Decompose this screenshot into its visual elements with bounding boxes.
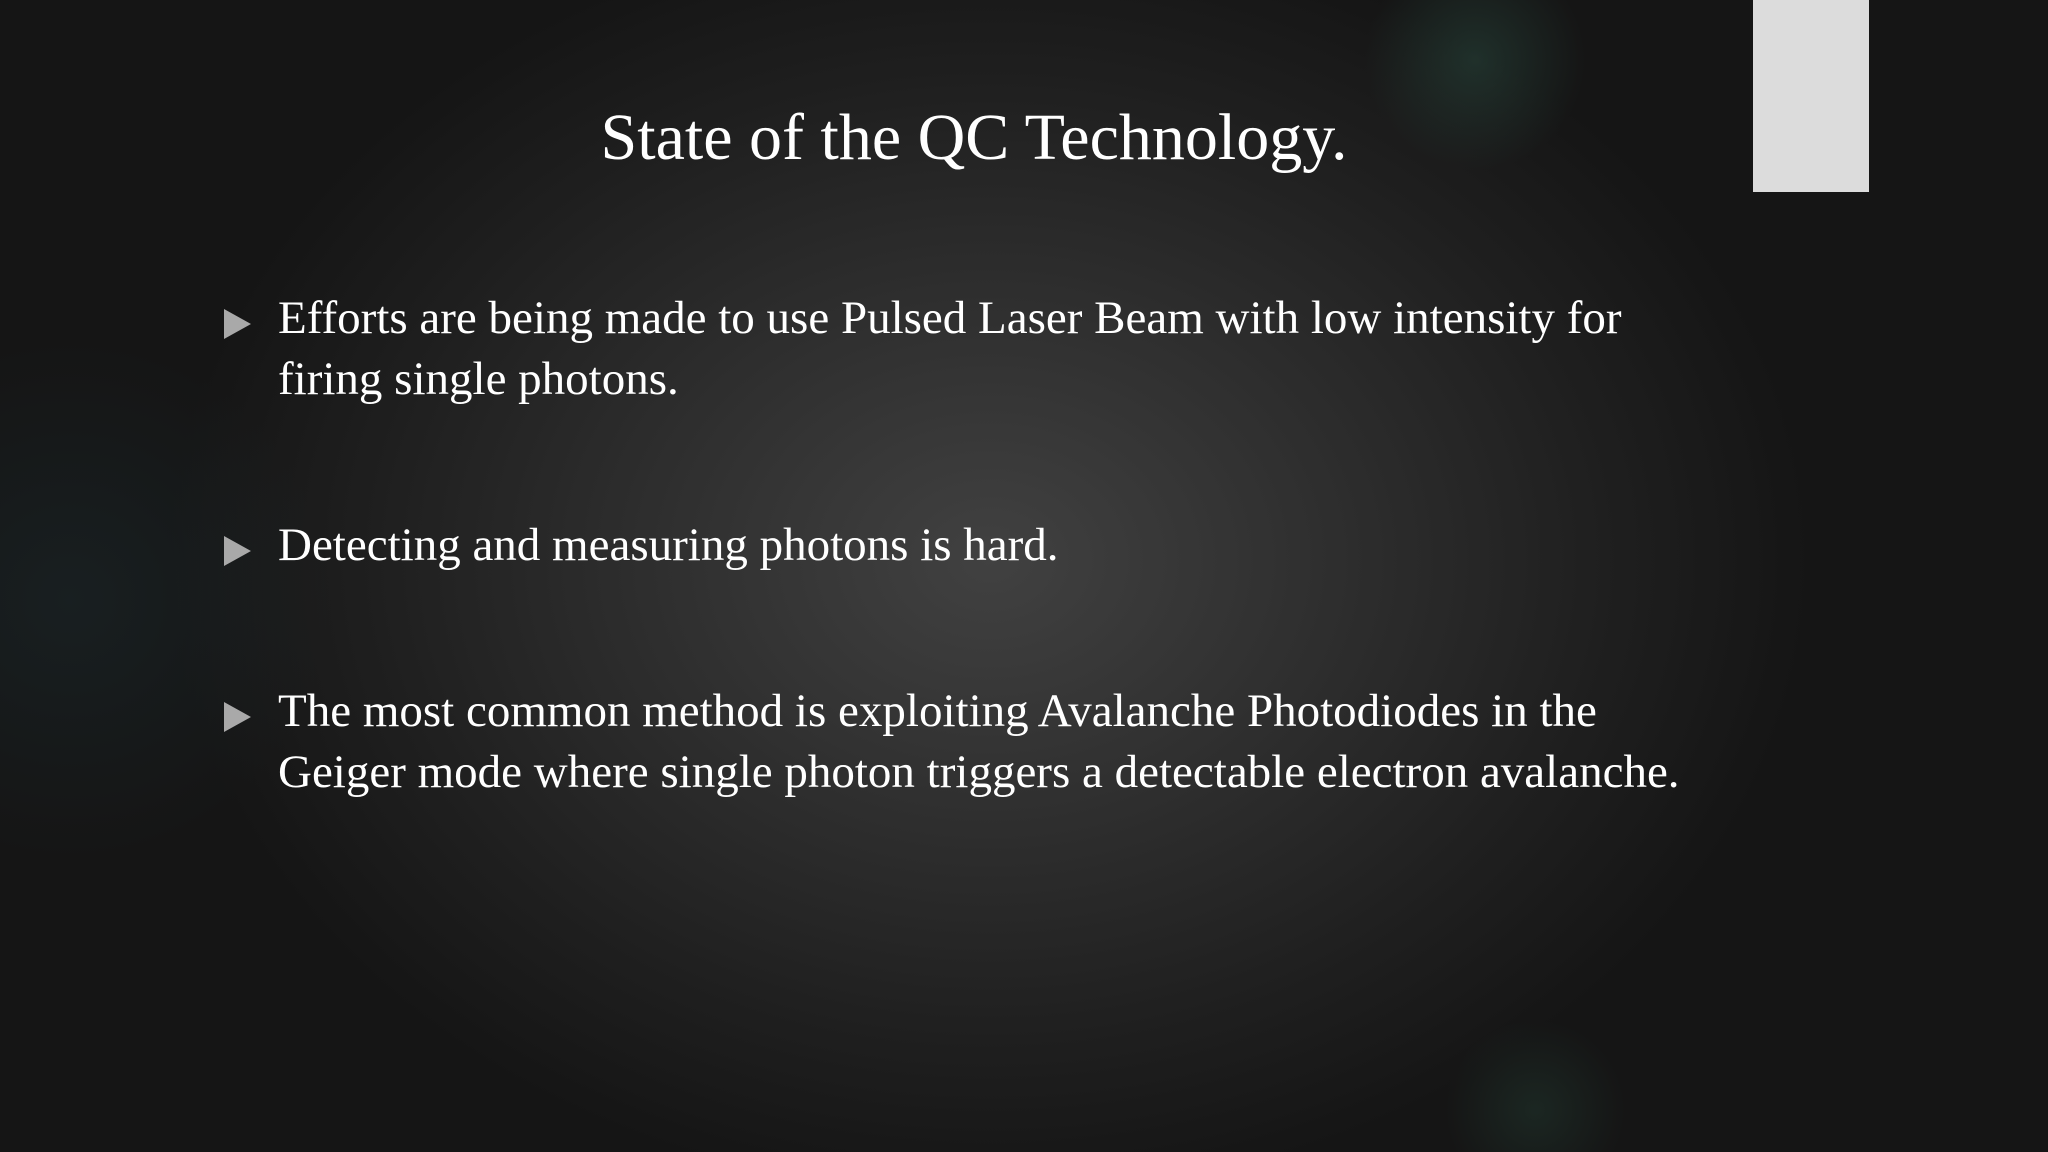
bullet-text: Efforts are being made to use Pulsed Laser Beam with low intensity for firing single photons. (278, 292, 1622, 405)
triangle-right-icon (224, 309, 251, 339)
triangle-right-icon (224, 536, 251, 566)
bullet-list (222, 288, 1702, 803)
bullet-text: Detecting and measuring photons is hard. (278, 519, 1059, 571)
bullet-item (222, 288, 1702, 410)
bullet-item (222, 681, 1702, 803)
bullet-item (222, 515, 1702, 576)
slide-title: State of the QC Technology. (600, 101, 1348, 174)
triangle-right-icon (224, 702, 251, 732)
bullet-text: The most common method is exploiting Avalanche Photodiodes in the Geiger mode where single photon triggers a detectable electron avalanche. (278, 685, 1680, 798)
